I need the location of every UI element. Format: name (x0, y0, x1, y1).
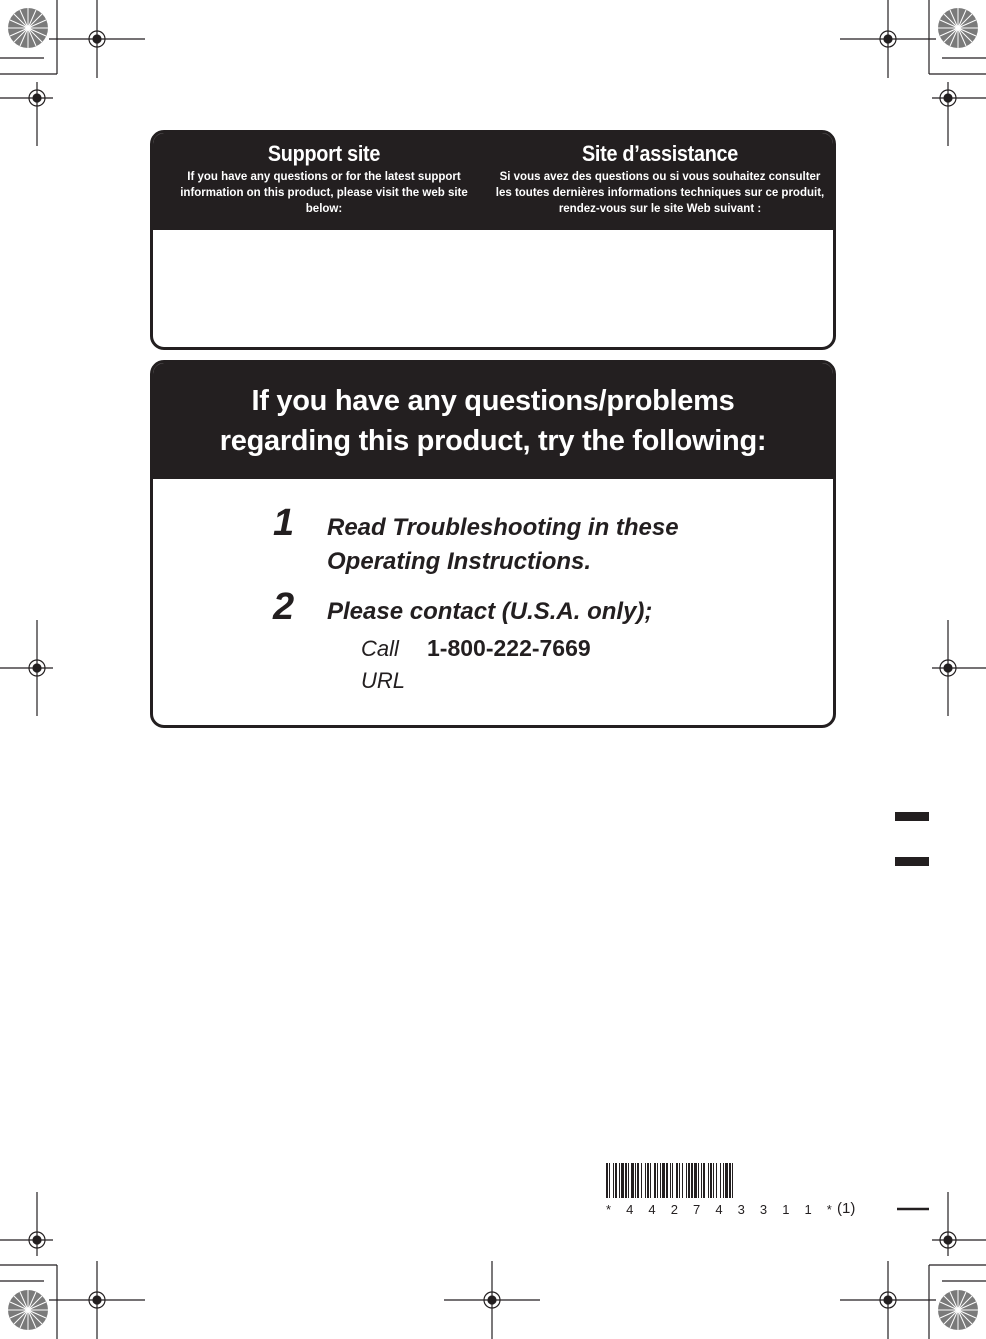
barcode-bar (625, 1163, 627, 1198)
crosshair-icon (49, 1261, 145, 1339)
barcode-bar (703, 1163, 705, 1198)
support-site-text: If you have any questions or for the latest support information on this product, please visit the web site below: (180, 171, 468, 215)
call-label: Call (361, 636, 399, 661)
barcode-bar (691, 1163, 693, 1198)
barcode-bar (716, 1163, 717, 1198)
support-site-box (150, 130, 836, 350)
barcode-digit: 4 (648, 1202, 656, 1217)
barcode-bar (628, 1163, 629, 1198)
barcode-digit: 1 (804, 1202, 812, 1217)
barcode-bar (606, 1163, 608, 1198)
barcode-bar (679, 1163, 680, 1198)
step-number: 1 (273, 502, 295, 544)
barcode-digit: 4 (626, 1202, 634, 1217)
side-bar-mark (895, 812, 929, 821)
step-text-line1: Read Troubleshooting in these (327, 514, 679, 541)
barcode-digit: 7 (693, 1202, 701, 1217)
support-site-header (153, 133, 833, 230)
crosshair-icon (932, 82, 986, 146)
barcode-digit: * (826, 1202, 832, 1217)
questions-box (150, 360, 836, 728)
crosshair-icon (840, 0, 936, 78)
starburst-icon (938, 1290, 978, 1330)
crosshair-icon (444, 1261, 540, 1339)
barcode-bar (615, 1163, 617, 1198)
crosshair-icon (0, 620, 53, 716)
barcode-bar (708, 1163, 709, 1198)
barcode-bar (701, 1163, 702, 1198)
barcode-digit: * (606, 1202, 612, 1217)
barcode-digit: 2 (670, 1202, 678, 1217)
barcode-bar (732, 1163, 733, 1198)
starburst-icon (8, 1290, 48, 1330)
barcode-digit: 4 (715, 1202, 723, 1217)
step-text-line2: Operating Instructions. (327, 548, 592, 575)
site-assistance-title: Site d’assistance (581, 141, 739, 166)
barcode-bar (657, 1163, 658, 1198)
crosshair-icon (932, 1192, 986, 1256)
questions-header (153, 363, 833, 479)
barcode-bar (686, 1163, 687, 1198)
barcode-bar (666, 1163, 668, 1198)
barcode-bar (609, 1163, 610, 1198)
starburst-icon (8, 8, 48, 48)
barcode-digits (606, 1202, 832, 1217)
barcode-bar (637, 1163, 639, 1198)
barcode-bar (647, 1163, 649, 1198)
questions-title (153, 381, 833, 461)
barcode-bar (645, 1163, 646, 1198)
questions-title-line1: If you have any questions/problems (251, 385, 735, 417)
phone-number: 1-800-222-7669 (427, 635, 591, 661)
barcode-digit: 1 (782, 1202, 790, 1217)
barcode-bar (698, 1163, 699, 1198)
barcode-bar (619, 1163, 620, 1198)
barcode-bar (723, 1163, 724, 1198)
crosshair-icon (840, 1261, 936, 1339)
barcode-bar (729, 1163, 731, 1198)
site-assistance-text: Si vous avez des questions ou si vous souhaitez consulter les toutes dernières informations techniques sur ce produit, rendez-vous sur le site Web suivant : (495, 171, 825, 215)
barcode-bar (720, 1163, 721, 1198)
barcode-bar (682, 1163, 683, 1198)
questions-title-line2: regarding this product, try the following: (219, 425, 767, 457)
crosshair-icon (0, 82, 53, 146)
url-label: URL (361, 668, 406, 693)
support-site-title: Support site (267, 141, 381, 166)
barcode-bar (710, 1163, 712, 1198)
barcode-bar (694, 1163, 697, 1198)
barcode-bar (670, 1163, 671, 1198)
barcode (606, 1163, 733, 1198)
starburst-icon (938, 8, 978, 48)
step-number: 2 (273, 586, 295, 628)
barcode-bar (654, 1163, 656, 1198)
barcode-bar (672, 1163, 673, 1198)
crosshair-icon (0, 1192, 53, 1256)
barcode-bar (613, 1163, 614, 1198)
barcode-bar (725, 1163, 728, 1198)
barcode-bar (676, 1163, 678, 1198)
barcode-bar (641, 1163, 642, 1198)
support-site-french (495, 139, 825, 217)
barcode-digit: 3 (737, 1202, 745, 1217)
barcode-bar (713, 1163, 714, 1198)
barcode-bar (660, 1163, 661, 1198)
barcode-bar (688, 1163, 690, 1198)
side-bar-mark (895, 857, 929, 866)
barcode-bar (650, 1163, 651, 1198)
step-text-line1: Please contact (U.S.A. only); (327, 598, 653, 625)
barcode-bar (631, 1163, 634, 1198)
barcode-bar (635, 1163, 636, 1198)
barcode-digit: 3 (759, 1202, 768, 1217)
barcode-bar (621, 1163, 624, 1198)
page-code: (1) (837, 1200, 856, 1217)
barcode-bar (662, 1163, 665, 1198)
crosshair-icon (932, 620, 986, 716)
crosshair-icon (49, 0, 145, 78)
support-site-english (169, 139, 479, 217)
